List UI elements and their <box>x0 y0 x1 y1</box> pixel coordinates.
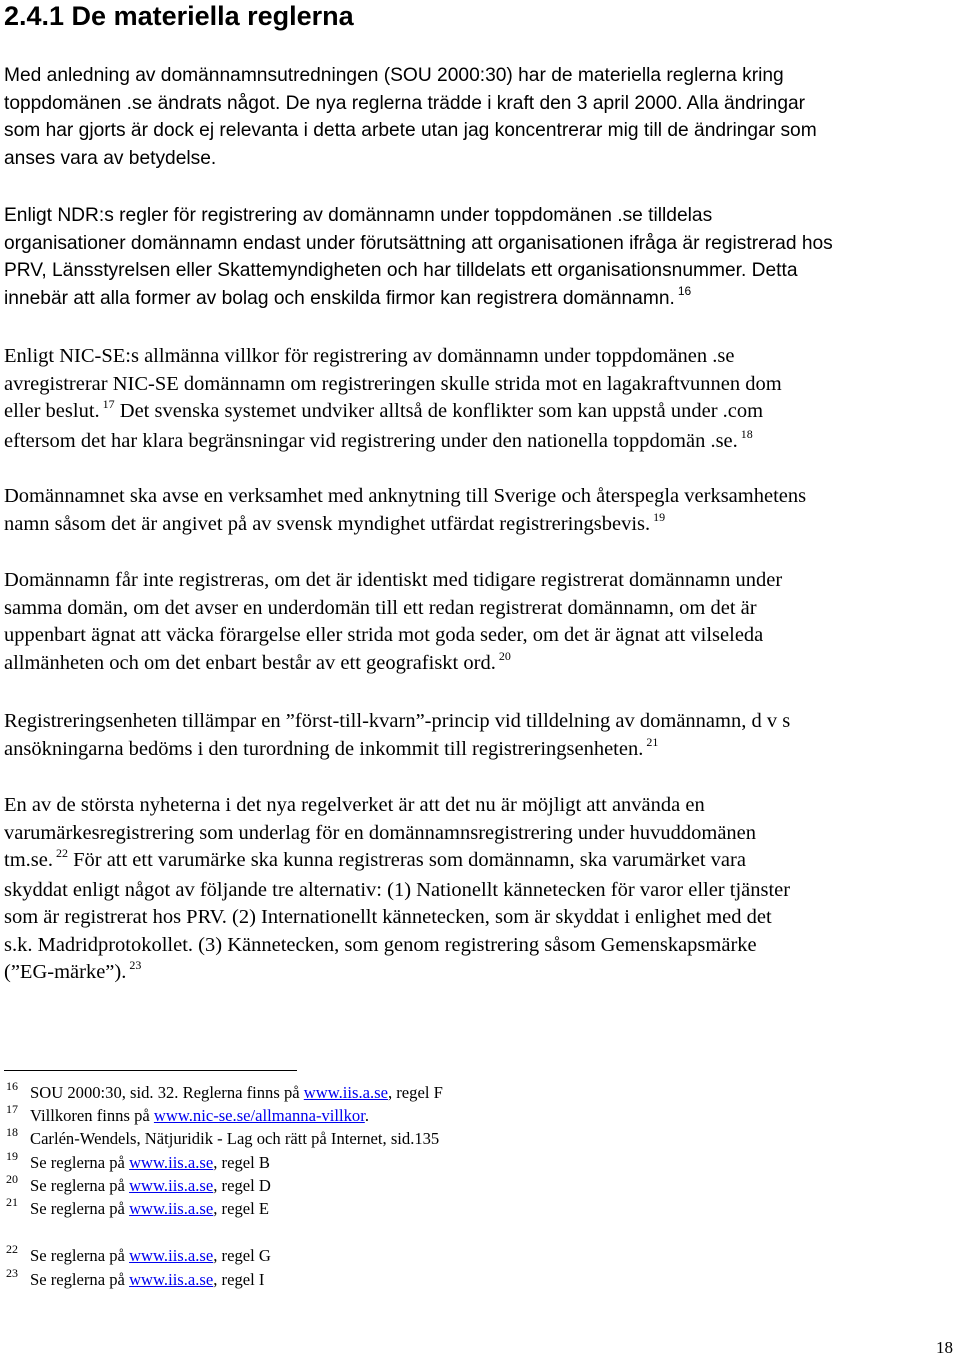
text-line: varumärkesregistrering som underlag för en domännamnsregistrering under huvuddomänen <box>4 821 757 844</box>
footnote-link[interactable]: www.iis.a.se <box>129 1199 214 1218</box>
footnote-link[interactable]: www.nic-se.se/allmanna-villkor <box>153 1106 365 1125</box>
text-line <box>4 736 790 766</box>
text-line <box>4 511 806 541</box>
text-fragment: Det svenska systemet undviker alltså de konflikter som kan uppstå under .com <box>119 400 764 422</box>
text-line: skyddat enligt något av följande tre alternativ: (1) Nationellt kännetecken för varor eller tjänster <box>4 878 791 901</box>
footnote-number: 20 <box>6 1172 18 1186</box>
footnote-ref[interactable]: 16 <box>677 283 692 298</box>
text-line <box>4 650 782 680</box>
footnote-text: Se reglerna på <box>30 1246 130 1265</box>
text-fragment: namn såsom det är angivet på av svensk myndighet utfärdat registreringsbevis. <box>4 512 651 535</box>
footnote-number: 18 <box>6 1125 18 1139</box>
text-fragment: tm.se. <box>4 849 53 871</box>
text-fragment: ansökningarna bedöms i den turordning de inkommit till registreringsenheten. <box>4 737 644 760</box>
text-line: organisationer domännamn endast under förutsättning att organisationen ifråga är registrerad hos <box>4 232 833 254</box>
text-line <box>4 847 790 877</box>
paragraph-trademark-registration <box>4 792 790 989</box>
text-line: anses vara av betydelse. <box>4 147 217 169</box>
footnote-ref[interactable]: 19 <box>653 509 666 524</box>
text-fragment: För att ett varumärke ska kunna registreras som domännamn, ska varumärket vara <box>73 849 746 871</box>
footnote-text: , regel I <box>213 1270 265 1289</box>
footnote-18 <box>6 1125 440 1150</box>
footnote-text: . <box>364 1106 369 1125</box>
paragraph-registration-restrictions <box>4 567 782 679</box>
footnote-link[interactable]: www.iis.a.se <box>129 1246 214 1265</box>
text-line: toppdomänen .se ändrats något. De nya reglerna trädde i kraft den 3 april 2000. Alla ändringar <box>4 92 806 114</box>
footnote-number: 16 <box>6 1079 18 1093</box>
footnote-link[interactable]: www.iis.a.se <box>303 1083 388 1102</box>
text-line: som har gjorts är dock ej relevanta i detta arbete utan jag koncentrerar mig till de ändringar som <box>4 120 817 141</box>
text-line: Med anledning av domännamnsutredningen (SOU 2000:30) har de materiella reglerna kring <box>4 65 784 86</box>
footnote-link[interactable]: www.iis.a.se <box>129 1153 214 1172</box>
footnote-16 <box>6 1079 443 1104</box>
text-fragment: allmänheten och om det enbart består av ett geografiskt ord. <box>4 651 496 674</box>
footnote-ref[interactable]: 23 <box>129 958 142 972</box>
footnote-text: Villkoren finns på <box>30 1106 154 1125</box>
footnote-ref[interactable]: 17 <box>102 397 115 411</box>
footnote-number: 23 <box>6 1266 18 1280</box>
page-number: 18 <box>936 1338 953 1357</box>
text-line: Enligt NIC-SE:s allmänna villkor för registrering av domännamn under toppdomänen .se <box>4 345 735 367</box>
footnote-text: Carlén-Wendels, Nätjuridik - Lag och rätt på Internet, sid.135 <box>30 1129 440 1148</box>
footnote-ref[interactable]: 22 <box>55 846 68 860</box>
footnote-21 <box>6 1195 269 1220</box>
footnote-ref[interactable]: 20 <box>498 648 511 663</box>
footnote-text: , regel B <box>213 1153 270 1172</box>
text-line: avregistrerar NIC-SE domännamn om registreringen skulle strida mot en lagakraftvunnen dom <box>4 372 782 395</box>
text-line: som är registrerat hos PRV. (2) Internationellt kännetecken, som är skyddat i enlighet med det <box>4 906 772 928</box>
text-line: Domännamn får inte registreras, om det är identiskt med tidigare registrerat domännamn under <box>4 569 783 591</box>
text-fragment: eftersom det har klara begränsningar vid registrering under den nationella toppdomän .se. <box>4 429 738 452</box>
footnote-number: 22 <box>6 1242 18 1256</box>
footnote-text: SOU 2000:30, sid. 32. Reglerna finns på <box>30 1083 304 1102</box>
footnote-link[interactable]: www.iis.a.se <box>129 1270 214 1289</box>
paragraph-domain-connection <box>4 483 806 540</box>
paragraph-amendments <box>4 62 817 172</box>
paragraph-nic-se-terms <box>4 343 782 457</box>
text-fragment: eller beslut. <box>4 400 100 422</box>
footnote-22 <box>6 1242 271 1267</box>
text-line: En av de största nyheterna i det nya regelverket är att det nu är möjligt att använda en <box>4 794 705 816</box>
text-line: samma domän, om det avser en underdomän till ett redan registrerat domännamn, om det är <box>4 596 757 619</box>
text-line: PRV, Länsstyrelsen eller Skattemyndigheten och har tilldelats ett organisationsnummer. Detta <box>4 260 798 281</box>
section-heading: 2.4.1 De materiella reglerna <box>4 1 354 31</box>
footnote-text: , regel G <box>213 1246 271 1265</box>
footnote-number: 19 <box>6 1149 18 1163</box>
footnote-number: 17 <box>6 1102 18 1116</box>
footnote-separator <box>4 1070 297 1071</box>
text-line: Enligt NDR:s regler för registrering av domännamn under toppdomänen .se tilldelas <box>4 205 713 226</box>
footnote-text: Se reglerna på <box>30 1199 130 1218</box>
footnote-text: , regel E <box>213 1199 269 1218</box>
text-line: s.k. Madridprotokollet. (3) Kännetecken, som genom registrering såsom Gemenskapsmärke <box>4 933 757 956</box>
text-line <box>4 285 833 315</box>
paragraph-ndr-rules <box>4 202 833 314</box>
text-line <box>4 398 782 428</box>
text-fragment: innebär att alla former av bolag och enskilda firmor kan registrera domännamn. <box>4 287 675 309</box>
footnote-text: Se reglerna på <box>30 1153 130 1172</box>
footnote-text: , regel F <box>387 1083 443 1102</box>
footnote-text: , regel D <box>213 1176 271 1195</box>
footnote-text: Se reglerna på <box>30 1176 130 1195</box>
text-fragment: (”EG-märke”). <box>4 961 127 983</box>
footnote-number: 21 <box>6 1195 18 1209</box>
paragraph-first-come-principle <box>4 708 790 765</box>
footnote-17 <box>6 1102 369 1127</box>
text-line <box>4 428 782 458</box>
footnote-19 <box>6 1149 270 1174</box>
footnote-text: Se reglerna på <box>30 1270 130 1289</box>
text-line <box>4 959 790 989</box>
footnote-ref[interactable]: 18 <box>740 426 753 441</box>
text-line: Domännamnet ska avse en verksamhet med anknytning till Sverige och återspegla verksamhetens <box>4 485 807 507</box>
text-line: Registreringsenheten tillämpar en ”först-till-kvarn”-princip vid tilldelning av domännamn, d v s <box>4 710 791 732</box>
footnote-link[interactable]: www.iis.a.se <box>129 1176 214 1195</box>
footnote-20 <box>6 1172 271 1197</box>
text-line: uppenbart ägnat att väcka förargelse eller strida mot goda seder, om det är ägnat att vilseleda <box>4 624 764 646</box>
footnote-23 <box>6 1266 265 1291</box>
footnote-ref[interactable]: 21 <box>646 734 659 749</box>
